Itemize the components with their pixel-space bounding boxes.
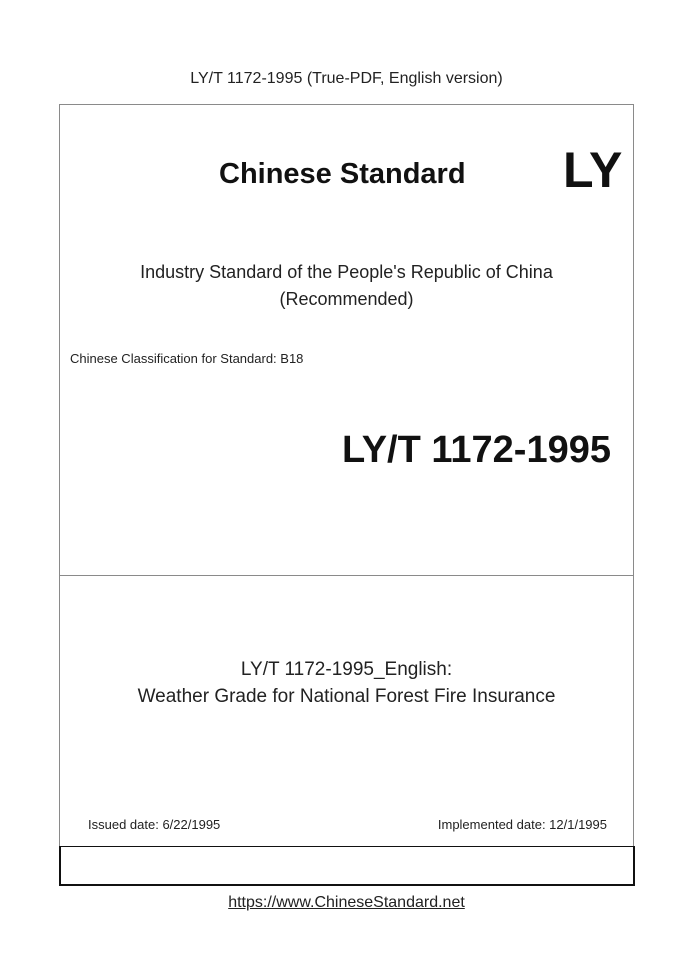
standard-title: Chinese Standard <box>219 158 466 190</box>
industry-line-2: (Recommended) <box>279 289 414 309</box>
english-title <box>60 656 633 710</box>
cover-footer-box <box>60 846 633 884</box>
industry-line-1: Industry Standard of the People's Republic of China <box>140 262 553 282</box>
english-title-line-2: Weather Grade for National Forest Fire Insurance <box>137 686 556 707</box>
classification-text: Chinese Classification for Standard: B18 <box>70 351 304 366</box>
website-link[interactable]: https://www.ChineseStandard.net <box>228 894 465 911</box>
english-title-line-1: LY/T 1172-1995_English: <box>240 659 453 680</box>
frame-bottom-border <box>59 884 634 886</box>
standard-number: LY/T 1172-1995 <box>341 429 611 471</box>
standard-code-mark: LY <box>563 142 623 198</box>
cover-upper-section <box>60 105 633 576</box>
implemented-date: Implemented date: 12/1/1995 <box>437 817 607 832</box>
cover-lower-section <box>60 576 633 846</box>
website-footer <box>0 894 693 912</box>
industry-standard-description <box>60 259 633 313</box>
cover-frame <box>59 104 634 885</box>
frame-left-border <box>59 846 61 886</box>
issued-date: Issued date: 6/22/1995 <box>88 817 221 832</box>
frame-right-border <box>633 846 635 886</box>
running-header: LY/T 1172-1995 (True-PDF, English version) <box>190 70 503 87</box>
